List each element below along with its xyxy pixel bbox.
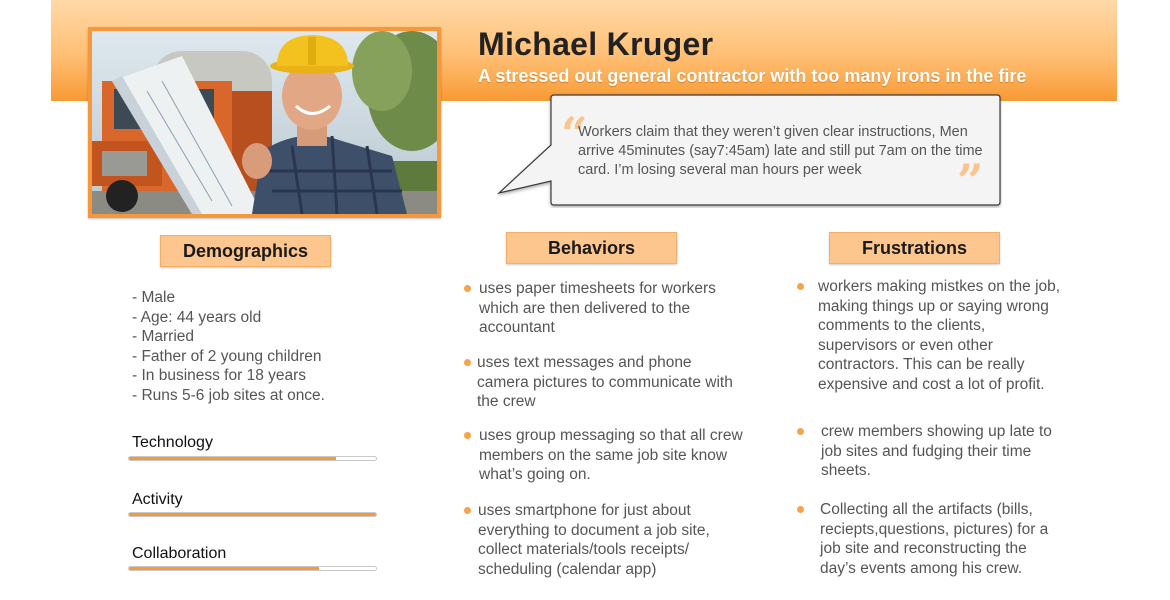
quote-text: Workers claim that they weren’t given clear instructions, Men arrive 45minutes (say7:45am) late and still put 7am on the time card. I’m losing several man hours per week bbox=[578, 124, 983, 178]
bullet-dot-icon bbox=[464, 432, 471, 439]
bullet-dot-icon bbox=[464, 359, 471, 366]
bullet-dot-icon bbox=[797, 283, 804, 290]
skill-bar-fill bbox=[129, 457, 336, 460]
behaviors-heading: Behaviors bbox=[506, 232, 677, 264]
bullet-dot-icon bbox=[464, 507, 471, 514]
demographics-item: - Age: 44 years old bbox=[132, 308, 262, 326]
behavior-item bbox=[479, 279, 749, 338]
skill-label-activity: Activity bbox=[132, 491, 183, 508]
quote-open-icon: “ bbox=[561, 107, 588, 161]
behavior-item bbox=[479, 426, 754, 485]
frustration-item bbox=[820, 500, 1065, 578]
frustration-text: Collecting all the artifacts (bills, reciepts,questions, pictures) for a job site and reconstructing the day’s events among his crew. bbox=[820, 501, 1049, 577]
skill-bar-fill bbox=[129, 513, 376, 516]
behavior-item bbox=[478, 501, 740, 579]
behavior-text: uses group messaging so that all crew members on the same job site know what’s going on. bbox=[479, 427, 743, 483]
demographics-heading: Demographics bbox=[160, 235, 331, 267]
quote-close-icon: ” bbox=[957, 154, 984, 208]
demographics-list bbox=[132, 288, 325, 406]
persona-tagline: A stressed out general contractor with too many irons in the fire bbox=[478, 66, 1027, 86]
persona-name: Michael Kruger bbox=[478, 26, 714, 62]
bullet-dot-icon bbox=[797, 428, 804, 435]
skill-bar-technology bbox=[128, 456, 377, 461]
demographics-item: - Male bbox=[132, 289, 176, 306]
contractor-photo bbox=[92, 31, 437, 214]
skill-bar-activity bbox=[128, 512, 377, 517]
frustration-item bbox=[821, 422, 1061, 481]
skill-bar-fill bbox=[129, 567, 319, 570]
behavior-item bbox=[477, 353, 737, 412]
skill-label-collaboration: Collaboration bbox=[132, 545, 227, 562]
skill-label-technology: Technology bbox=[132, 434, 213, 451]
demographics-item: - Runs 5-6 job sites at once. bbox=[132, 386, 325, 404]
behavior-text: uses text messages and phone camera pictures to communicate with the crew bbox=[477, 354, 733, 410]
demographics-item: - Married bbox=[132, 328, 195, 346]
frustration-text: crew members showing up late to job sites and fudging their time sheets. bbox=[821, 423, 1052, 479]
behavior-text: uses paper timesheets for workers which are then delivered to the accountant bbox=[479, 280, 716, 336]
behavior-text: uses smartphone for just about everything to document a job site, collect materials/tools receipts/ scheduling (calendar app) bbox=[478, 502, 710, 578]
frustration-item bbox=[818, 277, 1068, 394]
demographics-item: - Father of 2 young children bbox=[132, 347, 322, 365]
frustrations-heading: Frustrations bbox=[829, 232, 1000, 264]
bullet-dot-icon bbox=[464, 285, 471, 292]
skill-bar-collaboration bbox=[128, 566, 377, 571]
bullet-dot-icon bbox=[797, 506, 804, 513]
persona-photo-frame bbox=[88, 27, 441, 218]
demographics-item: - In business for 18 years bbox=[132, 367, 307, 385]
frustration-text: workers making mistkes on the job, making things up or saying wrong comments to the clients, supervisors or even other contractors. This can be really expensive and cost a lot of profit. bbox=[818, 278, 1061, 393]
quote-bubble bbox=[497, 93, 1002, 208]
